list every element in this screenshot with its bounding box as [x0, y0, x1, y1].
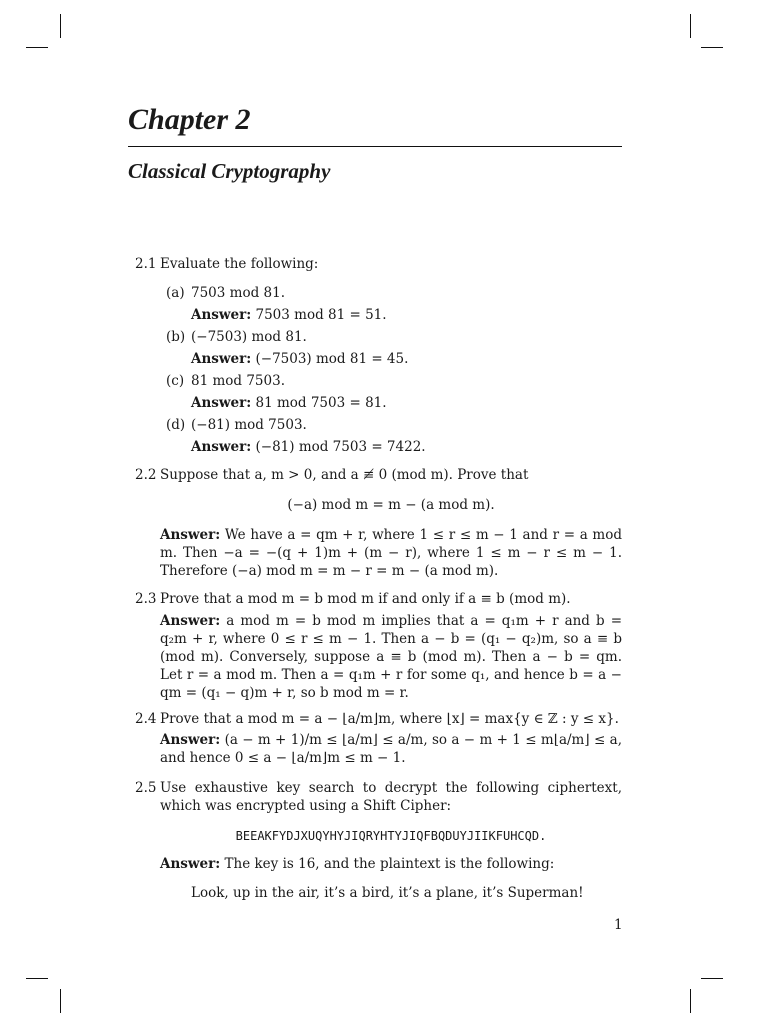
part-question: (−7503) mod 81.	[191, 329, 307, 345]
answer-text: 81 mod 7503 = 81.	[255, 395, 387, 411]
part-answer	[191, 438, 622, 456]
exercise-2-3	[135, 590, 622, 702]
plaintext: Look, up in the air, it’s a bird, it’s a plane, it’s Superman!	[191, 885, 584, 901]
exercise-question: Evaluate the following:	[160, 256, 319, 272]
part-question: 7503 mod 81.	[191, 285, 285, 301]
display-equation: (−a) mod m = m − (a mod m).	[287, 497, 495, 513]
answer-text: a mod m = b mod m implies that a = q₁m + r and b = q₂m + r, where 0 ≤ r ≤ m − 1. Then a − b = (q₁ − q₂)m, so a ≡ b (mod m). Conversely, suppose a ≡ b (mod m). Then a − b = qm. Let r = a mod m. Then a = q₁m + r for some q₁, and hence b = a − qm = (q₁ − q)m + r, so b mod m = r.	[160, 613, 622, 701]
part-label: (d)	[166, 417, 186, 433]
part-question: 81 mod 7503.	[191, 373, 285, 389]
exercise-question: Prove that a mod m = b mod m if and only if a ≡ b (mod m).	[160, 591, 571, 607]
part-label: (a)	[166, 285, 185, 301]
answer-text: (a − m + 1)/m ≤ ⌊a/m⌋ ≤ a/m, so a − m + 1 ≤ m⌊a/m⌋ ≤ a, and hence 0 ≤ a − ⌊a/m⌋m ≤ m − 1.	[160, 732, 622, 766]
page-number: 1	[614, 917, 623, 933]
exercise-2-1	[135, 255, 622, 456]
exercise-2-4	[135, 710, 622, 767]
chapter-rule	[128, 146, 622, 147]
crop-mark	[701, 978, 723, 979]
part-question: (−81) mod 7503.	[191, 417, 307, 433]
answer-text: The key is 16, and the plaintext is the following:	[224, 856, 555, 872]
answer-text: (−81) mod 7503 = 7422.	[255, 439, 426, 455]
exercise-question: Use exhaustive key search to decrypt the following ciphertext, which was encrypted using a Shift Cipher:	[160, 780, 622, 814]
chapter-title: Classical Cryptography	[128, 159, 331, 183]
answer-label: Answer:	[191, 307, 252, 323]
chapter-heading: Chapter 2	[128, 103, 251, 136]
crop-mark	[701, 47, 723, 48]
answer-label: Answer:	[160, 856, 221, 872]
answer-text: We have a = qm + r, where 1 ≤ r ≤ m − 1 and r = a mod m. Then −a = −(q + 1)m + (m − r), where 1 ≤ m − r ≤ m − 1. Therefore (−a) mod m = m − r = m − (a mod m).	[160, 527, 623, 579]
answer-label: Answer:	[160, 732, 221, 748]
crop-mark	[26, 47, 48, 48]
exercise-part-c	[166, 372, 622, 412]
exercise-part-a	[166, 284, 622, 324]
exercise-answer	[160, 731, 622, 767]
answer-label: Answer:	[191, 395, 252, 411]
part-answer	[191, 394, 622, 412]
exercise-answer	[160, 526, 622, 580]
exercise-number: 2.3	[135, 591, 157, 607]
answer-label: Answer:	[191, 351, 252, 367]
crop-mark	[690, 14, 691, 38]
answer-text: 7503 mod 81 = 51.	[255, 307, 387, 323]
part-label: (c)	[166, 373, 185, 389]
exercise-number: 2.5	[135, 780, 157, 796]
exercise-answer	[160, 612, 622, 702]
exercise-number: 2.1	[135, 256, 157, 272]
part-label: (b)	[166, 329, 186, 345]
exercise-2-5	[135, 779, 622, 902]
crop-mark	[26, 978, 48, 979]
exercise-part-b	[166, 328, 622, 368]
crop-mark	[60, 14, 61, 38]
part-answer	[191, 306, 622, 324]
exercise-number: 2.2	[135, 467, 157, 483]
crop-mark	[60, 989, 61, 1013]
crop-mark	[690, 989, 691, 1013]
answer-text: (−7503) mod 81 = 45.	[255, 351, 409, 367]
exercise-2-2	[135, 466, 622, 580]
exercise-question: Suppose that a, m > 0, and a ≢ 0 (mod m). Prove that	[160, 467, 529, 483]
exercise-part-d	[166, 416, 622, 456]
ciphertext: BEEAKFYDJXUQYHYJIQRYHTYJIQFBQDUYJIIKFUHCQD.	[235, 829, 547, 843]
exercise-number: 2.4	[135, 711, 157, 727]
answer-label: Answer:	[160, 527, 221, 543]
answer-label: Answer:	[160, 613, 221, 629]
exercise-question: Prove that a mod m = a − ⌊a/m⌋m, where ⌊x⌋ = max{y ∈ ℤ : y ≤ x}.	[160, 711, 619, 727]
exercise-answer	[160, 855, 622, 873]
answer-label: Answer:	[191, 439, 252, 455]
part-answer	[191, 350, 622, 368]
